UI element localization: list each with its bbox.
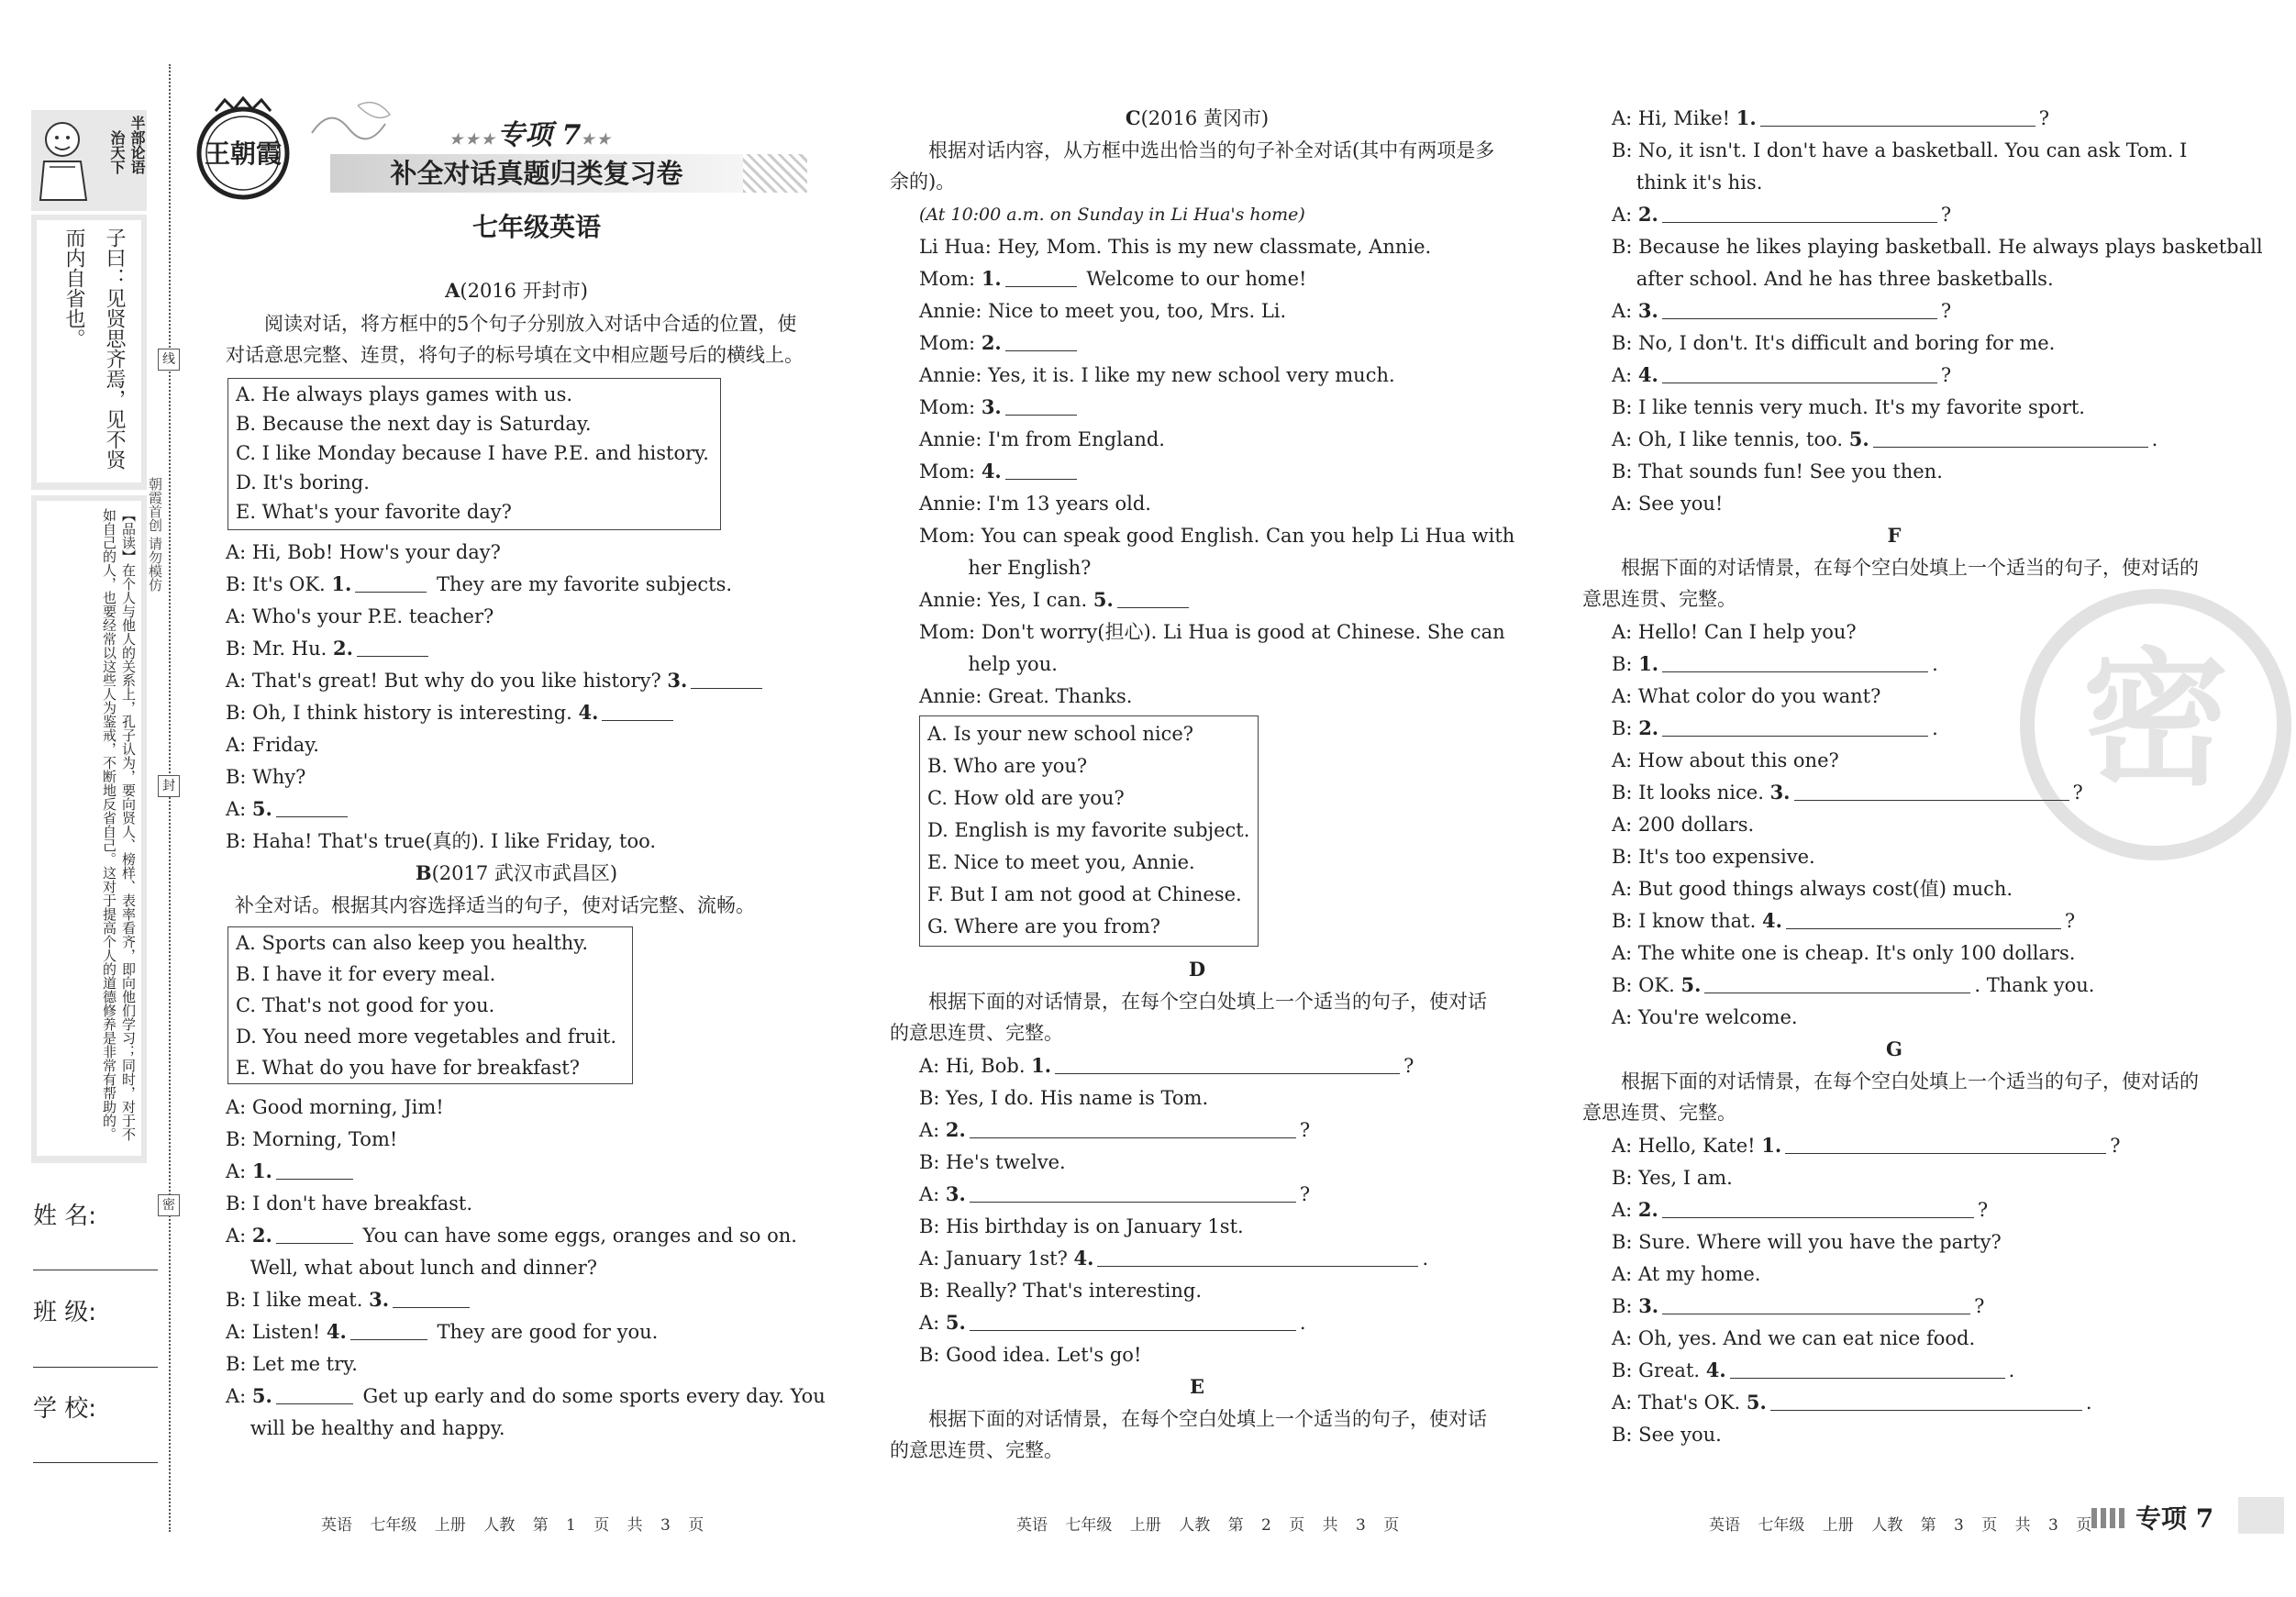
dialog-line: A: How about this one? (1612, 749, 1839, 771)
school-label: 学 校: (33, 1395, 97, 1423)
dialog-line: A: 3. ? (1612, 299, 1952, 322)
answer-blank[interactable] (276, 1383, 353, 1404)
dialog-line: Annie: Nice to meet you, too, Mrs. Li. (919, 300, 1287, 322)
answer-blank[interactable] (970, 1117, 1296, 1138)
section-c-options (919, 715, 1259, 947)
dialog-line: think it's his. (1612, 172, 1763, 194)
dialog-line: A: Hello, Kate! 1. ? (1612, 1134, 2121, 1157)
section-d-title: D (1188, 958, 1206, 981)
dialog-line: Li Hua: Hey, Mom. This is my new classmate, Annie. (919, 236, 1432, 258)
school-field[interactable] (33, 1462, 158, 1463)
option: B. Because the next day is Saturday. (236, 413, 592, 435)
dialog-line: A: 2. ? (1612, 203, 1952, 226)
dialog-line: Annie: I'm from England. (919, 428, 1165, 450)
option: D. You need more vegetables and fruit. (236, 1026, 617, 1048)
cut-mark-secret: 密 (158, 1194, 180, 1216)
answer-blank[interactable] (276, 796, 348, 817)
dialog-line: will be healthy and happy. (226, 1417, 505, 1439)
dialog-line: B: Because he likes playing basketball. He always plays basketball (1612, 236, 2263, 258)
answer-blank[interactable] (276, 1159, 353, 1180)
answer-blank[interactable] (1662, 1197, 1974, 1218)
dialog-line: A: 4. ? (1612, 363, 1952, 386)
section-a-title: A(2016 开封市) (445, 279, 588, 302)
dialog-line: Mom: 2. (890, 327, 1504, 359)
commentary-text: 【品读】在个人与他人的关系上，孔子认为，要向贤人、榜样、表率看齐，即向他们学习；同时，对于不如自己的人，也要经常以这些人为鉴戒，不断地反省自己。这对于提高个人的道德修养是非常有帮助的。 (101, 508, 137, 1141)
answer-blank[interactable] (1005, 459, 1077, 480)
dialog-line: Mom: Don't worry(担心). Li Hua is good at Chinese. She can (919, 621, 1505, 643)
dialog-line: A: 3. ? (919, 1182, 1311, 1205)
dialog-line: A: Good morning, Jim! (226, 1096, 444, 1118)
corner-label: 专项 7 (2135, 1503, 2214, 1534)
option: E. What do you have for breakfast? (236, 1057, 580, 1079)
section-b-options (227, 926, 633, 1084)
option: C. How old are you? (927, 787, 1125, 809)
answer-blank[interactable] (1785, 1133, 2106, 1154)
confucius-cartoon-icon (35, 116, 95, 205)
dialog-line: Annie: I'm 13 years old. (919, 493, 1151, 515)
answer-blank[interactable] (357, 636, 428, 657)
option: F. But I am not good at Chinese. (927, 883, 1242, 905)
dialog-line: after school. And he has three basketballs. (1612, 268, 2054, 290)
dialog-line: A: 2. You can have some eggs, oranges and so on. (226, 1224, 797, 1247)
dialog-line: B: It's OK. 1. They are my favorite subjects. (226, 572, 733, 595)
option: B. I have it for every meal. (236, 963, 496, 985)
answer-blank[interactable] (1005, 330, 1077, 351)
answer-blank[interactable] (1005, 394, 1077, 416)
page-title: 补全对话真题归类复习卷 (390, 158, 683, 189)
dialog-line: A: The white one is cheap. It's only 100 dollars. (1612, 942, 2076, 964)
answer-blank[interactable] (1117, 587, 1189, 608)
dialog-line: A: January 1st? 4. . (919, 1247, 1429, 1270)
answer-blank[interactable] (355, 571, 427, 593)
answer-blank[interactable] (1097, 1246, 1418, 1267)
answer-blank[interactable] (276, 1223, 353, 1244)
quote-text: 子曰：见贤思齐焉，见不贤而内自省也。 (62, 227, 126, 470)
dialog-line: A: Oh, yes. And we can eat nice food. (1612, 1327, 1976, 1349)
answer-blank[interactable] (970, 1310, 1296, 1331)
dialog-line: B: I like meat. 3. (226, 1284, 807, 1315)
dialog-line: B: 3. ? (1612, 1294, 1985, 1317)
dialog-line: B: Mr. Hu. 2. (226, 633, 807, 664)
dialog-line: B: See you. (1612, 1424, 1722, 1446)
dialog-line: B: Morning, Tom! (226, 1128, 398, 1150)
answer-blank[interactable] (691, 668, 762, 689)
page-subtitle: 七年级英语 (471, 212, 601, 242)
dialog-line: A: Hi, Bob! How's your day? (226, 541, 501, 563)
svg-text:王朝霞: 王朝霞 (204, 139, 283, 169)
dialog-line: Mom: You can speak good English. Can you help Li Hua with (919, 525, 1515, 547)
section-b-instruction: 补全对话。根据其内容选择适当的句子，使对话完整、流畅。 (235, 894, 755, 916)
dialog-line: A: You're welcome. (1612, 1006, 1798, 1028)
section-d-instruction: 根据下面的对话情景，在每个空白处填上一个适当的句子，使对话的意思连贯、完整。 (890, 991, 1487, 1044)
dialog-line: B: Haha! That's true(真的). I like Friday, too. (226, 830, 657, 852)
answer-blank[interactable] (1730, 1358, 2005, 1379)
section-a-options (227, 378, 721, 530)
dialog-line: Annie: Yes, it is. I like my new school very much. (919, 364, 1395, 386)
dialog-line: A: Hi, Bob. 1. ? (919, 1054, 1414, 1077)
dialog-line: B: That sounds fun! See you then. (1612, 460, 1943, 482)
section-g-instruction: 根据下面的对话情景，在每个空白处填上一个适当的句子，使对话的意思连贯、完整。 (1582, 1070, 2199, 1124)
page-footer: 英语 七年级 上册 人教 第 3 页 共 3 页 (1709, 1516, 2092, 1535)
dialog-line: B: Yes, I am. (1612, 1167, 1733, 1189)
answer-blank[interactable] (1873, 427, 2148, 448)
dialog-line: A: That's great! But why do you like history? 3. (226, 665, 807, 696)
page-footer: 英语 七年级 上册 人教 第 2 页 共 3 页 (1016, 1516, 1400, 1535)
dialog-line: B: Sure. Where will you have the party? (1612, 1231, 2002, 1253)
dialog-line: B: I know that. 4. ? (1612, 909, 2076, 932)
dialog-line: Annie: Great. Thanks. (919, 685, 1133, 707)
dialog-line: A: 200 dollars. (1612, 814, 1755, 836)
column-1 (226, 0, 826, 1597)
answer-blank[interactable] (393, 1287, 470, 1308)
dialog-line: A: 1. (226, 1156, 807, 1187)
dialog-line: A: 5. . (919, 1311, 1306, 1334)
cut-mark-line: 线 (158, 349, 180, 371)
dialog-line: her English? (919, 557, 1092, 579)
dialog-line: A: At my home. (1612, 1263, 1761, 1285)
section-f-title: F (1887, 524, 1902, 547)
answer-blank[interactable] (350, 1319, 427, 1340)
column-3 (1582, 0, 2263, 1597)
dialog-line: A: Friday. (226, 734, 319, 756)
option: A. Sports can also keep you healthy. (236, 932, 589, 954)
setting-text: (At 10:00 a.m. on Sunday in Li Hua's home) (919, 205, 1305, 225)
dialog-line: A: Hello! Can I help you? (1612, 621, 1857, 643)
dialog-line: Mom: 4. (890, 456, 1504, 487)
page-footer: 英语 七年级 上册 人教 第 1 页 共 3 页 (321, 1516, 704, 1535)
dialog-line: B: Yes, I do. His name is Tom. (919, 1087, 1209, 1109)
answer-blank[interactable] (1662, 298, 1937, 319)
dialog-line: help you. (919, 653, 1058, 675)
answer-blank[interactable] (1662, 1293, 1970, 1314)
dialog-line: B: No, it isn't. I don't have a basketball. You can ask Tom. I (1612, 139, 2188, 161)
cut-mark-seal: 封 (158, 775, 180, 797)
dialog-line: B: Really? That's interesting. (919, 1280, 1203, 1302)
cut-line (169, 64, 171, 1532)
dialog-line: Mom: 3. (890, 392, 1504, 423)
dialog-line: A: That's OK. 5. . (1612, 1391, 2092, 1414)
commentary-box (31, 495, 147, 1163)
dialog-line: B: No, I don't. It's difficult and boring for me. (1612, 332, 2056, 354)
quote-box (31, 215, 147, 490)
answer-blank[interactable] (1055, 1053, 1400, 1074)
section-e-title: E (1189, 1375, 1204, 1398)
section-b-title: B(2017 武汉市武昌区) (415, 861, 618, 884)
option: C. I like Monday because I have P.E. and history. (236, 442, 709, 464)
dialog-line: B: It's too expensive. (1612, 846, 1815, 868)
dialog-line: B: 1. . (1612, 652, 1938, 675)
special-label: ★★★专项 7★★ (449, 119, 614, 151)
section-a-instruction: 阅读对话，将方框中的5个句子分别放入对话中合适的位置，使对话意思完整、连贯，将句子的标号填在文中相应题号后的横线上。 (226, 313, 804, 366)
dialog-line: A: See you! (1612, 493, 1724, 515)
series-box (31, 110, 147, 211)
dialog-line: A: Hi, Mike! 1. ? (1612, 106, 2049, 129)
dialog-line: B: Let me try. (226, 1353, 358, 1375)
dialog-line: A: 2. ? (919, 1118, 1311, 1141)
dialog-line: B: He's twelve. (919, 1151, 1066, 1173)
dialog-line: A: Oh, I like tennis, too. 5. . (1612, 427, 2158, 450)
dialog-line: B: I like tennis very much. It's my favorite sport. (1612, 396, 2085, 418)
class-field[interactable] (33, 1367, 158, 1368)
dialog-line: A: Listen! 4. They are good for you. (226, 1320, 659, 1343)
option: A. He always plays games with us. (236, 383, 573, 405)
section-f-instruction: 根据下面的对话情景，在每个空白处填上一个适当的句子，使对话的意思连贯、完整。 (1582, 557, 2199, 610)
svg-text:密: 密 (2081, 634, 2230, 805)
answer-blank[interactable] (1770, 1390, 2082, 1411)
dialog-line: B: OK. 5. . Thank you. (1612, 973, 2095, 996)
answer-blank[interactable] (1704, 972, 1970, 993)
class-label: 班 级: (33, 1299, 97, 1326)
column-2 (890, 0, 1515, 1597)
option: B. Who are you? (927, 755, 1088, 777)
series-title: 半部论语 (128, 116, 146, 174)
answer-blank[interactable] (970, 1181, 1296, 1203)
dialog-line: A: 2. ? (1612, 1198, 1989, 1221)
dialog-line: A: What color do you want? (1612, 685, 1881, 707)
copyright-notice: 朝霞首创 请勿模仿 (147, 477, 163, 592)
series-subtitle: 治天下 (108, 130, 126, 174)
option: G. Where are you from? (927, 915, 1161, 937)
dialog-line: B: Oh, I think history is interesting. 4. (226, 697, 807, 728)
dialog-line: B: 2. . (1612, 716, 1938, 739)
answer-blank[interactable] (1662, 362, 1937, 383)
section-g-title: G (1886, 1037, 1902, 1060)
dialog-line: A: But good things always cost(值) much. (1612, 878, 2013, 900)
option: C. That's not good for you. (236, 994, 495, 1016)
section-c-instruction: 根据对话内容，从方框中选出恰当的句子补全对话(其中有两项是多余的)。 (890, 139, 1495, 193)
answer-blank[interactable] (1662, 715, 1928, 737)
answer-blank[interactable] (1794, 780, 2069, 801)
answer-blank[interactable] (1760, 105, 2035, 127)
dialog-line: B: Why? (226, 766, 306, 788)
name-label: 姓 名: (33, 1203, 97, 1230)
option: A. Is your new school nice? (927, 723, 1194, 745)
dialog-line: B: I don't have breakfast. (226, 1192, 473, 1214)
dialog-line: B: It looks nice. 3. ? (1612, 781, 2083, 804)
dialog-line: A: 5. Get up early and do some sports every day. You (226, 1384, 826, 1407)
answer-blank[interactable] (1662, 202, 1937, 223)
option: D. It's boring. (236, 471, 370, 494)
option: D. English is my favorite subject. (927, 819, 1250, 841)
dialog-line: B: Great. 4. . (1612, 1359, 2015, 1381)
dialog-line: Annie: Yes, I can. 5. (890, 584, 1504, 616)
dialog-line: Mom: 1. Welcome to our home! (919, 267, 1307, 290)
section-e-instruction: 根据下面的对话情景，在每个空白处填上一个适当的句子，使对话的意思连贯、完整。 (890, 1408, 1487, 1461)
dialog-line: B: Good idea. Let's go! (919, 1344, 1142, 1366)
answer-blank[interactable] (1662, 651, 1928, 672)
answer-blank[interactable] (1005, 266, 1077, 287)
answer-blank[interactable] (1786, 908, 2061, 929)
dialog-line: A: Who's your P.E. teacher? (226, 605, 494, 627)
dialog-line: B: His birthday is on January 1st. (919, 1215, 1244, 1237)
corner-pattern (2091, 1508, 2128, 1528)
dialog-line: Well, what about lunch and dinner? (226, 1257, 597, 1279)
option: E. Nice to meet you, Annie. (927, 851, 1195, 873)
dialog-line: A: 5. (226, 793, 807, 825)
corner-label-box (2091, 1497, 2284, 1534)
answer-blank[interactable] (602, 700, 673, 721)
section-c-title: C(2016 黄冈市) (1125, 106, 1270, 129)
option: E. What's your favorite day? (236, 501, 512, 523)
